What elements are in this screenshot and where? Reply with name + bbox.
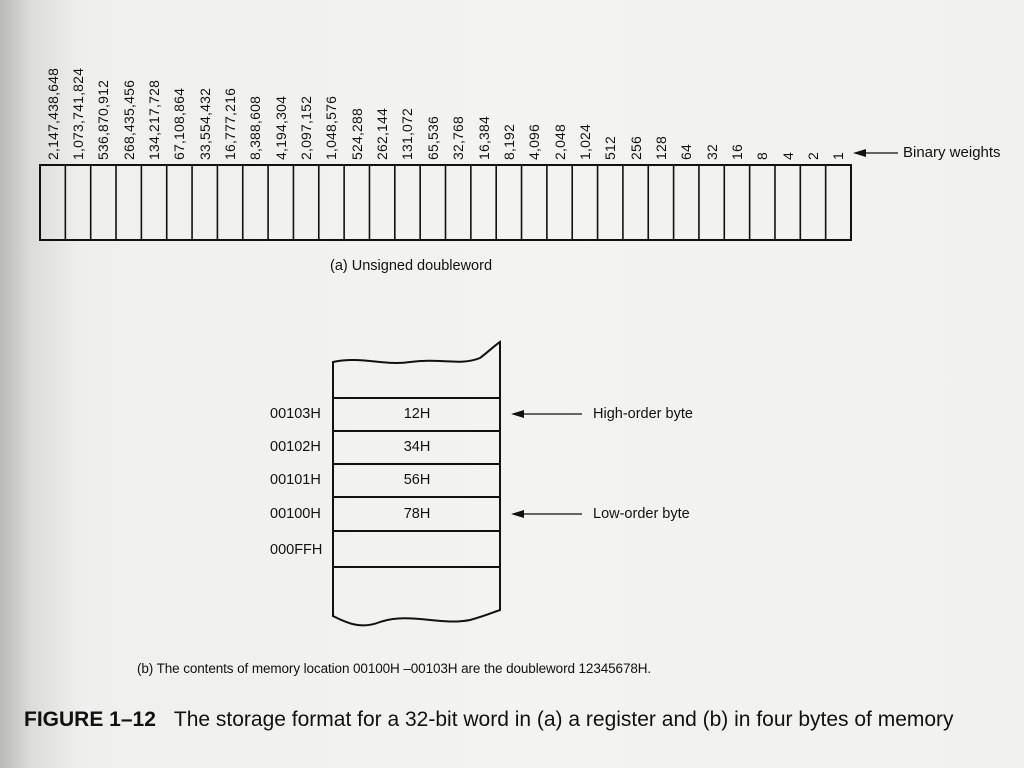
figure-caption — [24, 708, 954, 732]
binary-weight-label: 256 — [627, 136, 644, 160]
binary-weight-label: 65,536 — [424, 115, 441, 160]
address-00102h: 00102H — [270, 439, 321, 455]
address-00100h: 00100H — [270, 506, 321, 522]
figure-caption-text: The storage format for a 32-bit word in (a) a register and (b) in four bytes of memory — [173, 708, 954, 731]
address-00101h: 00101H — [270, 472, 321, 488]
high-order-byte-label: High-order byte — [593, 406, 693, 422]
bit-cell-dividers — [65, 165, 825, 240]
caption-a: (a) Unsigned doubleword — [330, 258, 493, 274]
binary-weight-label: 4,194,304 — [272, 95, 289, 160]
binary-weights-label: Binary weights — [903, 144, 1001, 161]
binary-weight-label: 4,096 — [526, 123, 543, 160]
low-order-byte-label: Low-order byte — [593, 506, 690, 522]
binary-weight-label: 268,435,456 — [120, 79, 137, 160]
address-000ffh: 000FFH — [270, 542, 323, 558]
binary-weight-label: 64 — [678, 144, 695, 160]
binary-weight-label: 1,048,576 — [323, 95, 340, 160]
binary-weight-label: 131,072 — [399, 107, 416, 160]
binary-weight-label: 1,024 — [576, 123, 593, 160]
binary-weight-label: 4 — [779, 152, 796, 160]
binary-weight-label: 8 — [754, 152, 771, 160]
binary-weight-label: 2 — [804, 152, 821, 160]
byte-value: 78H — [403, 506, 431, 522]
binary-weight-label: 32,768 — [450, 115, 467, 160]
byte-value: 12H — [403, 406, 431, 422]
binary-weight-label: 33,554,432 — [196, 87, 213, 160]
binary-weight-label: 16,384 — [475, 115, 492, 160]
binary-weight-label: 16 — [728, 144, 745, 160]
binary-weight-label: 8,192 — [500, 123, 517, 160]
binary-weight-label: 134,217,728 — [146, 79, 163, 160]
high-order-arrowhead — [511, 410, 524, 418]
binary-weights-arrowhead — [853, 149, 866, 157]
binary-weight-label: 2,147,438,648 — [44, 67, 61, 160]
byte-value: 56H — [403, 472, 431, 488]
binary-weight-label: 2,048 — [551, 123, 568, 160]
binary-weight-label: 262,144 — [374, 107, 391, 160]
binary-weight-label: 67,108,864 — [171, 87, 188, 160]
binary-weight-label: 1 — [830, 152, 847, 160]
binary-weight-label: 1,073,741,824 — [70, 67, 87, 160]
memory-bottom-torn-edge — [333, 567, 500, 625]
figure-number: FIGURE 1–12 — [24, 708, 156, 731]
memory-top-torn-edge — [333, 342, 500, 398]
byte-value: 34H — [403, 439, 431, 455]
binary-weight-label: 8,388,608 — [247, 95, 264, 160]
low-order-arrowhead — [511, 510, 524, 518]
binary-weight-label: 512 — [602, 136, 619, 160]
binary-weight-label: 32 — [703, 144, 720, 160]
caption-b: (b) The contents of memory location 00100H –00103H are the doubleword 12345678H. — [137, 661, 652, 676]
binary-weight-label: 536,870,912 — [95, 79, 112, 160]
address-00103h: 00103H — [270, 406, 321, 422]
binary-weight-label: 128 — [652, 136, 669, 160]
binary-weight-label: 16,777,216 — [222, 87, 239, 160]
binary-weight-label: 2,097,152 — [298, 95, 315, 160]
binary-weight-label: 524,288 — [348, 107, 365, 160]
